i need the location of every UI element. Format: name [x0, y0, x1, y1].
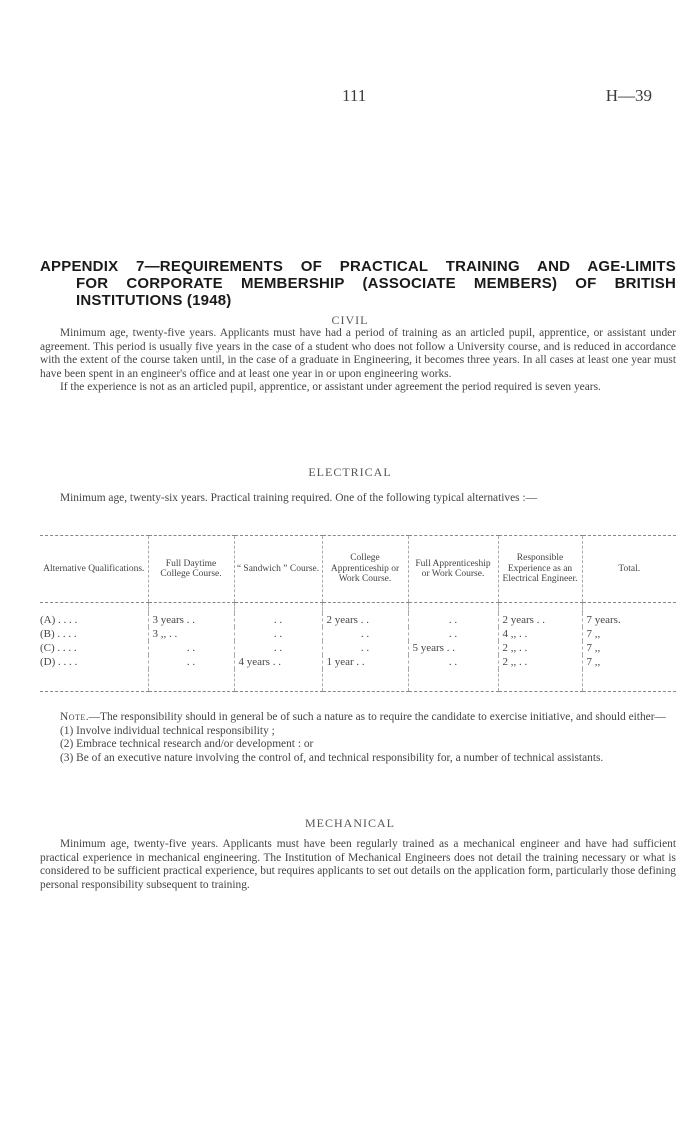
table-header-row [40, 536, 676, 603]
civil-heading: CIVIL [331, 313, 369, 327]
table-row [40, 627, 676, 641]
table-cell: 7 ,, [582, 655, 676, 669]
electrical-note [40, 711, 676, 765]
civil-paragraph-1: Minimum age, twenty-five years. Applicants must have had a period of training as an articled pupil, apprentice, or assistant under agreement. This period is usually five years in the case of a student who does not follow a University course, and is reduced in accordance with the extent of the course taken until, in the case of a graduate in Engineering, it becomes three years. In all cases at least one year must have been spent in an engineer's office and at least one year in or upon engineering works. [40, 327, 676, 380]
table-row [40, 641, 676, 655]
header-full-daytime: Full Daytime College Course. [148, 536, 234, 603]
note-list [40, 725, 676, 766]
table-cell: 4 years . . [234, 655, 322, 669]
mechanical-section [40, 838, 676, 892]
note-intro [40, 711, 676, 725]
table-cell: 3 ,, . . [148, 627, 234, 641]
title-line-3: INSTITUTIONS (1948) [76, 292, 232, 309]
header-responsible-experience: Responsible Experience as an Electrical Engineer. [498, 536, 582, 603]
table-cell: (D) . . . . [40, 656, 78, 668]
page-header [0, 86, 700, 106]
table-cell: . . [148, 641, 234, 655]
table-cell: 2 ,, . . [498, 655, 582, 669]
table-cell: 3 years . . [148, 613, 234, 627]
table-cell: . . [322, 641, 408, 655]
electrical-paragraph [40, 492, 676, 506]
table-cell: (C) . . . . [40, 642, 77, 654]
appendix-title [40, 258, 676, 309]
page-number: 111 [342, 86, 367, 105]
note-text: .—The responsibility should in general be of such a nature as to require the candidate to exercise initiative, and should either— [85, 711, 666, 723]
table-cell: (B) . . . . [40, 628, 77, 640]
table-row [40, 613, 676, 627]
header-sandwich: “ Sandwich ” Course. [234, 536, 322, 603]
table-cell: . . [234, 613, 322, 627]
note-item: (1) Involve individual technical responsibility ; [60, 724, 275, 737]
header-full-apprenticeship: Full Apprenticeship or Work Course. [408, 536, 498, 603]
table-cell: . . [234, 627, 322, 641]
table-cell: . . [408, 627, 498, 641]
table-cell: 4 ,, . . [498, 627, 582, 641]
header-total: Total. [582, 536, 676, 603]
table-cell: 2 years . . [322, 613, 408, 627]
note-item: (2) Embrace technical research and/or development : or [60, 738, 314, 751]
table-cell: 7 years. [582, 613, 676, 627]
electrical-heading: ELECTRICAL [308, 465, 392, 479]
electrical-paragraph-text: Minimum age, twenty-six years. Practical training required. One of the following typical alternatives :— [60, 492, 538, 504]
table-cell: 7 ,, [582, 641, 676, 655]
table-row [40, 655, 676, 669]
table-cell: . . [408, 655, 498, 669]
document-reference: H—39 [605, 86, 652, 105]
title-line-1: APPENDIX 7—REQUIREMENTS OF PRACTICAL TRAINING AND AGE-LIMITS [40, 258, 676, 275]
table-cell: 7 ,, [582, 627, 676, 641]
table-cell: 2 years . . [498, 613, 582, 627]
note-label: Note [60, 711, 86, 723]
table-cell: . . [408, 613, 498, 627]
mechanical-heading: MECHANICAL [305, 816, 395, 830]
table-cell: 5 years . . [408, 641, 498, 655]
note-item: (3) Be of an executive nature involving the control of, and technical responsibility for, a number of technical assistants. [60, 751, 604, 764]
table-cell: 1 year . . [322, 655, 408, 669]
table-cell: . . [148, 655, 234, 669]
civil-paragraph-2: If the experience is not as an articled pupil, apprentice, or assistant under agreement the period required is seven years. [60, 381, 601, 394]
mechanical-paragraph: Minimum age, twenty-five years. Applicants must have been regularly trained as a mechanical engineer and have had sufficient practical experience in mechanical engineering. The Institution of Mechanical Engineers does not detail the training necessary or what is considered to be sufficient practical experience, but requires applicants to set out details on the application form, particularly those defining personal responsibility subsequent to training. [40, 838, 676, 891]
table-cell: . . [322, 627, 408, 641]
alternatives-table [40, 535, 676, 692]
header-alternative: Alternative Qualifications. [40, 536, 148, 603]
table-cell: . . [234, 641, 322, 655]
header-college-apprenticeship: College Apprenticeship or Work Course. [322, 536, 408, 603]
civil-section [40, 327, 676, 395]
title-line-2: FOR CORPORATE MEMBERSHIP (ASSOCIATE MEMBERS) OF BRITISH [76, 275, 676, 292]
table-cell: 2 ,, . . [498, 641, 582, 655]
table-cell: (A) . . . . [40, 614, 78, 626]
